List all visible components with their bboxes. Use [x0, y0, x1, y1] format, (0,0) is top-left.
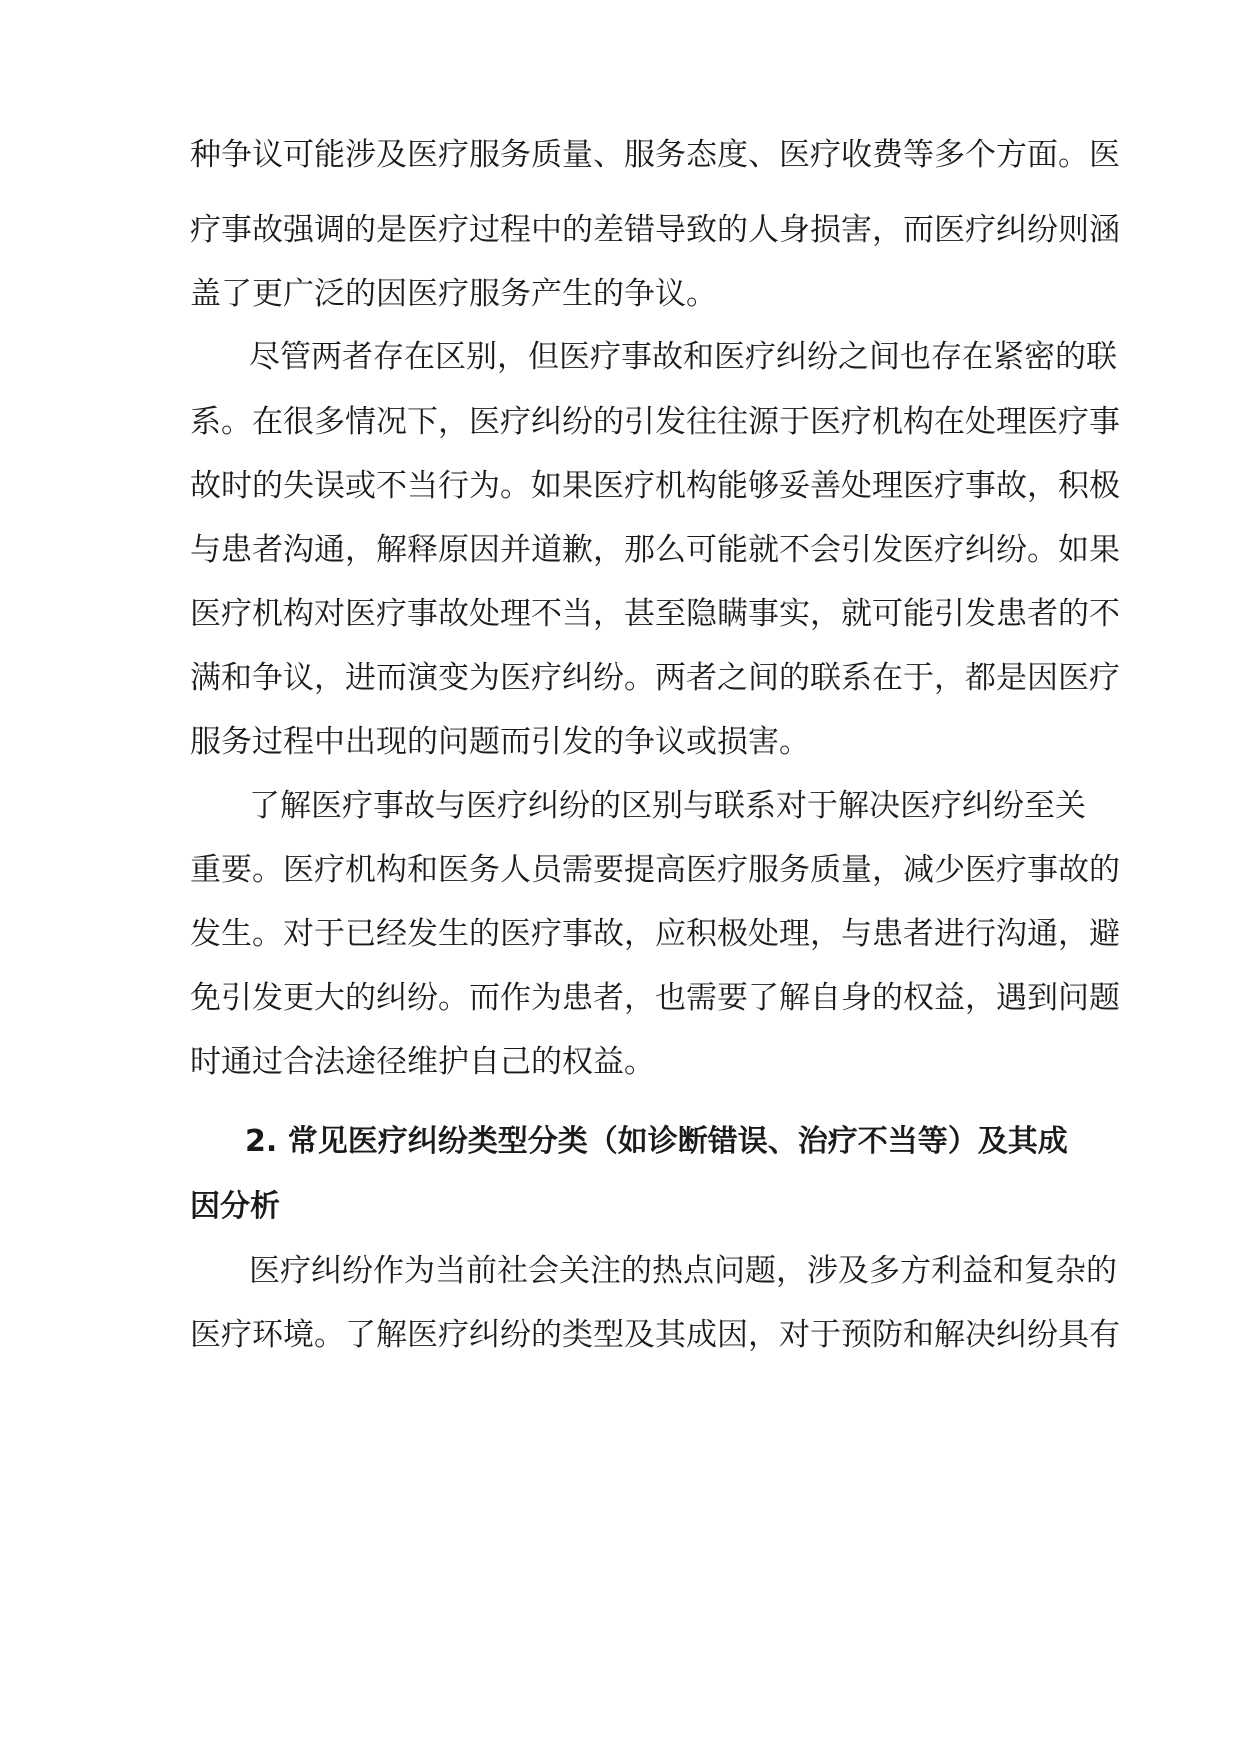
paragraph-3-line-5: 时通过合法途径维护自己的权益。 [190, 1044, 655, 1080]
paragraph-2-line-5: 医疗机构对医疗事故处理不当，甚至隐瞒事实，就可能引发患者的不 [190, 596, 1120, 632]
paragraph-2-line-4: 与患者沟通，解释原因并道歉，那么可能就不会引发医疗纠纷。如果 [190, 532, 1120, 568]
paragraph-3-line-3: 发生。对于已经发生的医疗事故，应积极处理，与患者进行沟通，避 [190, 916, 1120, 952]
paragraph-4-line-1: 医疗纠纷作为当前社会关注的热点问题，涉及多方利益和复杂的 [249, 1253, 1117, 1289]
paragraph-2-line-6: 满和争议，进而演变为医疗纠纷。两者之间的联系在于，都是因医疗 [190, 660, 1120, 696]
paragraph-2-line-1: 尽管两者存在区别，但医疗事故和医疗纠纷之间也存在紧密的联 [249, 339, 1117, 375]
section-heading-line-1: 2. 常见医疗纠纷类型分类（如诊断错误、治疗不当等）及其成 [245, 1124, 1068, 1159]
paragraph-4-line-2: 医疗环境。了解医疗纠纷的类型及其成因，对于预防和解决纠纷具有 [190, 1317, 1120, 1353]
paragraph-1-line-2: 疗事故强调的是医疗过程中的差错导致的人身损害，而医疗纠纷则涵 [190, 212, 1120, 248]
paragraph-1-line-1: 种争议可能涉及医疗服务质量、服务态度、医疗收费等多个方面。医 [190, 137, 1120, 173]
section-heading-line-2: 因分析 [190, 1189, 280, 1224]
paragraph-2-line-3: 故时的失误或不当行为。如果医疗机构能够妥善处理医疗事故，积极 [190, 468, 1120, 504]
paragraph-3-line-4: 免引发更大的纠纷。而作为患者，也需要了解自身的权益，遇到问题 [190, 980, 1120, 1016]
paragraph-3-line-2: 重要。医疗机构和医务人员需要提高医疗服务质量，减少医疗事故的 [190, 852, 1120, 888]
paragraph-2-line-7: 服务过程中出现的问题而引发的争议或损害。 [190, 724, 810, 760]
paragraph-3-line-1: 了解医疗事故与医疗纠纷的区别与联系对于解决医疗纠纷至关 [249, 788, 1086, 824]
paragraph-1-line-3: 盖了更广泛的因医疗服务产生的争议。 [190, 276, 717, 312]
paragraph-2-line-2: 系。在很多情况下，医疗纠纷的引发往往源于医疗机构在处理医疗事 [190, 404, 1120, 440]
